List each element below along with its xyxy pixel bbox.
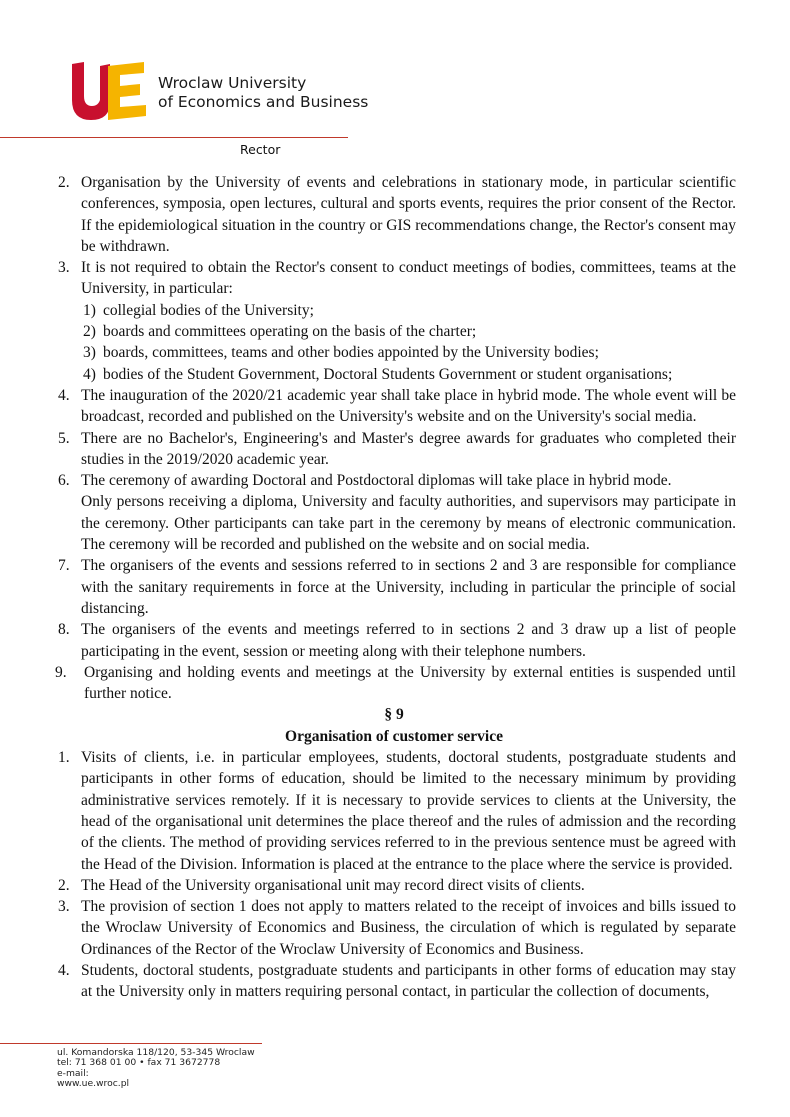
document-body bbox=[52, 172, 736, 1003]
item-text: The provision of section 1 does not apply to matters related to the receipt of invoices and bills issued to the Wroclaw University of Economics and Business, the circulation of which is regulated by separate Ordinances of the Rector of the Wroclaw University of Economics and Business. bbox=[81, 898, 736, 958]
sublist-number: 4) bbox=[83, 365, 96, 383]
item-number: 3. bbox=[58, 259, 70, 277]
list-item bbox=[52, 747, 736, 875]
item-text: The Head of the University organisational unit may record direct visits of clients. bbox=[81, 876, 585, 894]
section-mark: § 9 bbox=[384, 706, 404, 724]
footer-address: ul. Komandorska 118/120, 53-345 Wroclaw bbox=[57, 1047, 255, 1058]
item-number: 2. bbox=[58, 876, 70, 894]
list-item bbox=[52, 385, 736, 428]
list-item bbox=[52, 619, 736, 662]
list-item bbox=[52, 875, 736, 896]
list-item bbox=[52, 257, 736, 300]
item-number: 4. bbox=[58, 386, 70, 404]
list-item bbox=[52, 470, 736, 491]
item-text: The ceremony of awarding Doctoral and Postdoctoral diplomas will take place in hybrid mode. bbox=[81, 472, 672, 490]
footer-email: e-mail: bbox=[57, 1067, 89, 1079]
sublist-item bbox=[52, 364, 736, 385]
logo-u-mark bbox=[70, 60, 110, 120]
sublist-item bbox=[52, 321, 736, 342]
item-text: The organisers of the events and sessions referred to in sections 2 and 3 are responsible for compliance with the sanitary requirements in force at the University, including in particular the principle of social distancing. bbox=[81, 557, 736, 617]
office-label: Rector bbox=[240, 142, 281, 157]
item-text: There are no Bachelor's, Engineering's and Master's degree awards for graduates who completed their studies in the 2019/2020 academic year. bbox=[81, 429, 736, 468]
item-number: 8. bbox=[58, 621, 70, 639]
list-item bbox=[52, 172, 736, 257]
item-number: 7. bbox=[58, 557, 70, 575]
list-item bbox=[52, 662, 736, 705]
sublist-text: bodies of the Student Government, Doctoral Students Government or student organisations; bbox=[103, 365, 673, 383]
item-number: 6. bbox=[58, 472, 70, 490]
item-number: 9. bbox=[55, 663, 67, 681]
item-text: Organisation by the University of events and celebrations in stationary mode, in particular scientific conferences, symposia, open lectures, cultural and sports events, requires the prior consent of the Rector. If the epidemiological situation in the country or GIS recommendations change, the Rector's consent may be withdrawn. bbox=[81, 174, 736, 255]
item-number: 2. bbox=[58, 174, 70, 191]
footer-divider bbox=[0, 1043, 262, 1044]
item-text: Visits of clients, i.e. in particular employees, students, doctoral students, postgraduate students and participants in other forms of education, should be limited to the necessary minimum by providing administrative services remotely. If it is necessary to provide services to clients at the University, the head of the organisational unit determines the place thereof and the rules of admission and the recording of the clients. The method of providing services referred to in the previous sentence must be agreed with the Head of the Division. Information is placed at the entrance to the place where the service is provided. bbox=[81, 749, 736, 873]
item-number: 4. bbox=[58, 961, 70, 979]
item-text: Organising and holding events and meetings at the University by external entities is suspended until further notice. bbox=[84, 663, 736, 703]
item-number: 1. bbox=[58, 749, 70, 767]
sublist-number: 3) bbox=[83, 344, 96, 362]
university-name bbox=[158, 74, 368, 112]
header-divider bbox=[0, 137, 348, 138]
footer-website: www.ue.wroc.pl bbox=[57, 1078, 130, 1090]
logo-e-mark bbox=[108, 62, 146, 120]
sublist-text: boards, committees, teams and other bodies appointed by the University bodies; bbox=[103, 344, 599, 362]
university-name-line1: Wroclaw University bbox=[158, 74, 307, 92]
sublist-text: boards and committees operating on the basis of the charter; bbox=[103, 323, 477, 341]
item-number: 3. bbox=[58, 898, 70, 916]
list-item bbox=[52, 555, 736, 619]
sublist-item bbox=[52, 342, 736, 363]
list-item bbox=[52, 960, 736, 1003]
item-number: 5. bbox=[58, 429, 70, 447]
item-continuation: Only persons receiving a diploma, University and faculty authorities, and supervisors may participate in the ceremony. Other participants can take part in the ceremony by means of electronic communication. The ceremony will be recorded and published on the website and on social media. bbox=[81, 493, 736, 554]
footer-phone: tel: 71 368 01 00 • fax 71 3672778 bbox=[57, 1057, 221, 1069]
sublist-number: 1) bbox=[83, 301, 96, 319]
list-item bbox=[52, 896, 736, 960]
item-text: The inauguration of the 2020/21 academic year shall take place in hybrid mode. The whole event will be broadcast, recorded and published on the University's website and on the University's social media. bbox=[81, 386, 736, 426]
list-item bbox=[52, 428, 736, 471]
section-title: Organisation of customer service bbox=[285, 727, 503, 745]
university-name-line2: of Economics and Business bbox=[158, 93, 369, 111]
footer bbox=[57, 1048, 255, 1090]
sublist-number: 2) bbox=[83, 323, 96, 341]
sublist-item bbox=[52, 300, 736, 321]
sublist-text: collegial bodies of the University; bbox=[103, 301, 314, 319]
item-text: Students, doctoral students, postgraduate students and participants in other forms of education may stay at the University only in matters requiring personal contact, in particular the collection of documents, bbox=[81, 961, 736, 1001]
item-text: It is not required to obtain the Rector's consent to conduct meetings of bodies, committees, teams at the University, in particular: bbox=[81, 259, 736, 298]
item-text: The organisers of the events and meetings referred to in sections 2 and 3 draw up a list of people participating in the event, session or meeting along with their telephone numbers. bbox=[81, 621, 736, 660]
